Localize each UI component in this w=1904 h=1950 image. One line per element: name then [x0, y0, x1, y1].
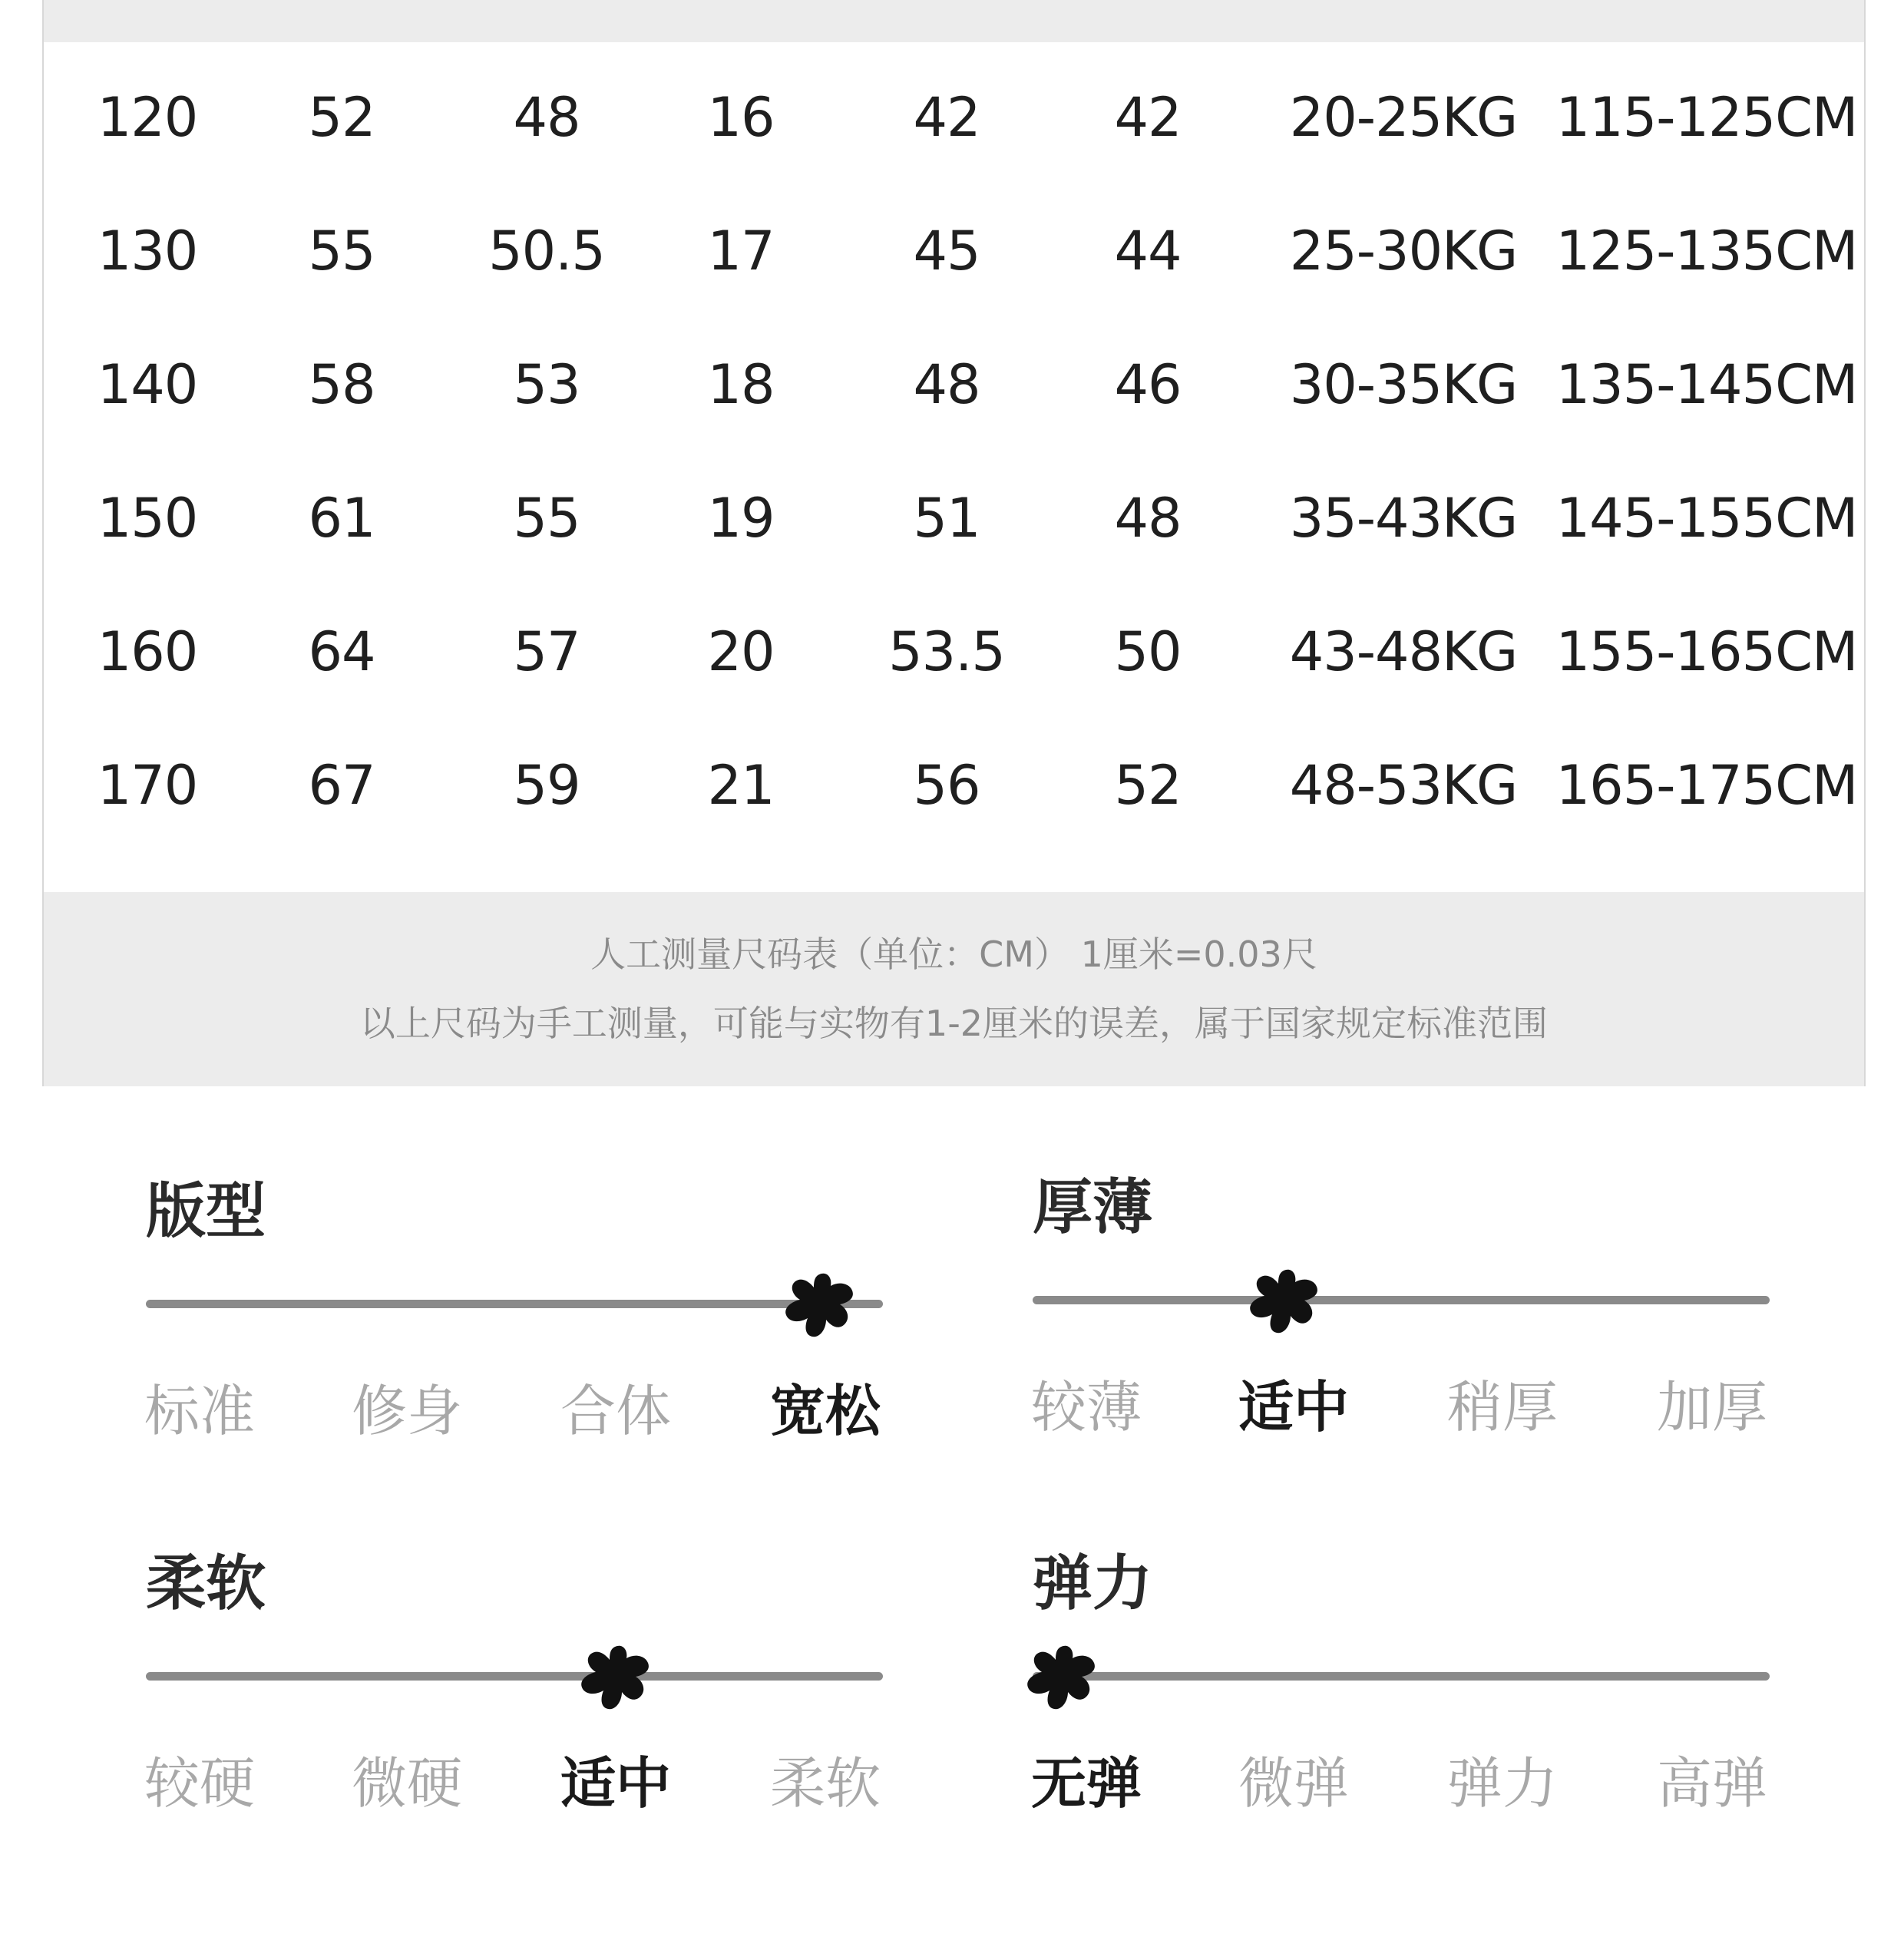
- star-splat-icon: [1023, 1641, 1103, 1715]
- table-cell: 45: [913, 220, 980, 283]
- table-cell: 42: [1114, 86, 1182, 149]
- table-cell: 59: [513, 754, 580, 817]
- attribute-option: 适中: [560, 1751, 671, 1816]
- table-cell: 150: [97, 487, 198, 550]
- size-table-body: [44, 42, 1864, 892]
- table-cell: 48: [513, 86, 580, 149]
- table-cell: 67: [308, 754, 375, 817]
- table-cell: 18: [707, 353, 775, 416]
- table-cell: 170: [97, 754, 198, 817]
- table-cell: 56: [913, 754, 980, 817]
- attribute-option: 微弹: [1238, 1751, 1349, 1816]
- attribute-title: 版型: [146, 1177, 266, 1246]
- attribute-option: 修身: [351, 1379, 462, 1443]
- table-cell: 44: [1114, 220, 1182, 283]
- table-cell: 160: [97, 620, 198, 683]
- table-cell: 17: [707, 220, 775, 283]
- table-cell: 16: [707, 86, 775, 149]
- attribute-option: 稍厚: [1446, 1375, 1558, 1439]
- measurement-note-title: 人工测量尺码表（单位：CM） 1厘米=0.03尺: [590, 934, 1317, 975]
- attribute-title: 厚薄: [1033, 1173, 1153, 1242]
- table-cell: 145-155CM: [1555, 487, 1858, 550]
- table-cell: 52: [308, 86, 375, 149]
- table-cell: 125-135CM: [1555, 220, 1858, 283]
- table-cell: 115-125CM: [1555, 86, 1858, 149]
- attribute-option: 适中: [1238, 1375, 1349, 1439]
- attribute-option: 加厚: [1656, 1375, 1767, 1439]
- attribute-option: 较薄: [1030, 1375, 1142, 1439]
- table-cell: 120: [97, 86, 198, 149]
- slider-track: [1033, 1672, 1770, 1681]
- table-cell: 165-175CM: [1555, 754, 1858, 817]
- table-cell: 43-48KG: [1289, 620, 1518, 683]
- attribute-option: 弹力: [1446, 1751, 1558, 1816]
- table-cell: 25-30KG: [1289, 220, 1518, 283]
- table-cell: 48: [913, 353, 980, 416]
- table-row: [44, 586, 1864, 718]
- table-cell: 55: [513, 487, 580, 550]
- table-cell: 50: [1114, 620, 1182, 683]
- table-row: [44, 51, 1864, 183]
- attribute-group: [1030, 1159, 1770, 1482]
- table-cell: 155-165CM: [1555, 620, 1858, 683]
- table-cell: 53: [513, 353, 580, 416]
- table-header-strip: [44, 0, 1864, 42]
- table-cell: 46: [1114, 353, 1182, 416]
- table-cell: 51: [913, 487, 980, 550]
- table-cell: 53.5: [888, 620, 1005, 683]
- table-row: [44, 719, 1864, 851]
- table-cell: 35-43KG: [1289, 487, 1518, 550]
- table-cell: 64: [308, 620, 375, 683]
- measurement-note-detail: 以上尺码为手工测量，可能与实物有1-2厘米的误差，属于国家规定标准范围: [359, 1003, 1549, 1044]
- attribute-group: [146, 1163, 883, 1486]
- table-cell: 48: [1114, 487, 1182, 550]
- table-cell: 52: [1114, 754, 1182, 817]
- attribute-option: 合体: [560, 1379, 671, 1443]
- star-splat-icon: [782, 1269, 861, 1343]
- size-table: [42, 0, 1866, 1086]
- attribute-option: 微硬: [351, 1751, 462, 1816]
- table-cell: 140: [97, 353, 198, 416]
- table-cell: 30-35KG: [1289, 353, 1518, 416]
- table-cell: 57: [513, 620, 580, 683]
- attribute-option: 较硬: [144, 1751, 255, 1816]
- table-cell: 58: [308, 353, 375, 416]
- attribute-group: [1030, 1535, 1770, 1858]
- table-cell: 42: [913, 86, 980, 149]
- size-table-notes: [44, 892, 1864, 1086]
- attribute-title: 弹力: [1033, 1549, 1153, 1618]
- table-cell: 50.5: [488, 220, 605, 283]
- table-cell: 21: [707, 754, 775, 817]
- attribute-title: 柔软: [146, 1549, 266, 1618]
- table-row: [44, 319, 1864, 451]
- table-row: [44, 452, 1864, 584]
- table-cell: 135-145CM: [1555, 353, 1858, 416]
- attribute-group: [146, 1535, 883, 1858]
- attribute-option: 高弹: [1656, 1751, 1767, 1816]
- slider-track: [1033, 1296, 1770, 1304]
- attribute-option: 宽松: [769, 1379, 881, 1443]
- table-cell: 19: [707, 487, 775, 550]
- attribute-option: 标准: [144, 1379, 255, 1443]
- table-row: [44, 185, 1864, 317]
- attribute-option: 无弹: [1030, 1751, 1142, 1816]
- table-cell: 20-25KG: [1289, 86, 1518, 149]
- table-cell: 61: [308, 487, 375, 550]
- table-cell: 20: [707, 620, 775, 683]
- table-cell: 55: [308, 220, 375, 283]
- table-cell: 130: [97, 220, 198, 283]
- table-cell: 48-53KG: [1289, 754, 1518, 817]
- slider-track: [146, 1672, 883, 1681]
- star-splat-icon: [1246, 1265, 1326, 1339]
- star-splat-icon: [577, 1641, 657, 1715]
- attribute-option: 柔软: [769, 1751, 881, 1816]
- slider-track: [146, 1300, 883, 1308]
